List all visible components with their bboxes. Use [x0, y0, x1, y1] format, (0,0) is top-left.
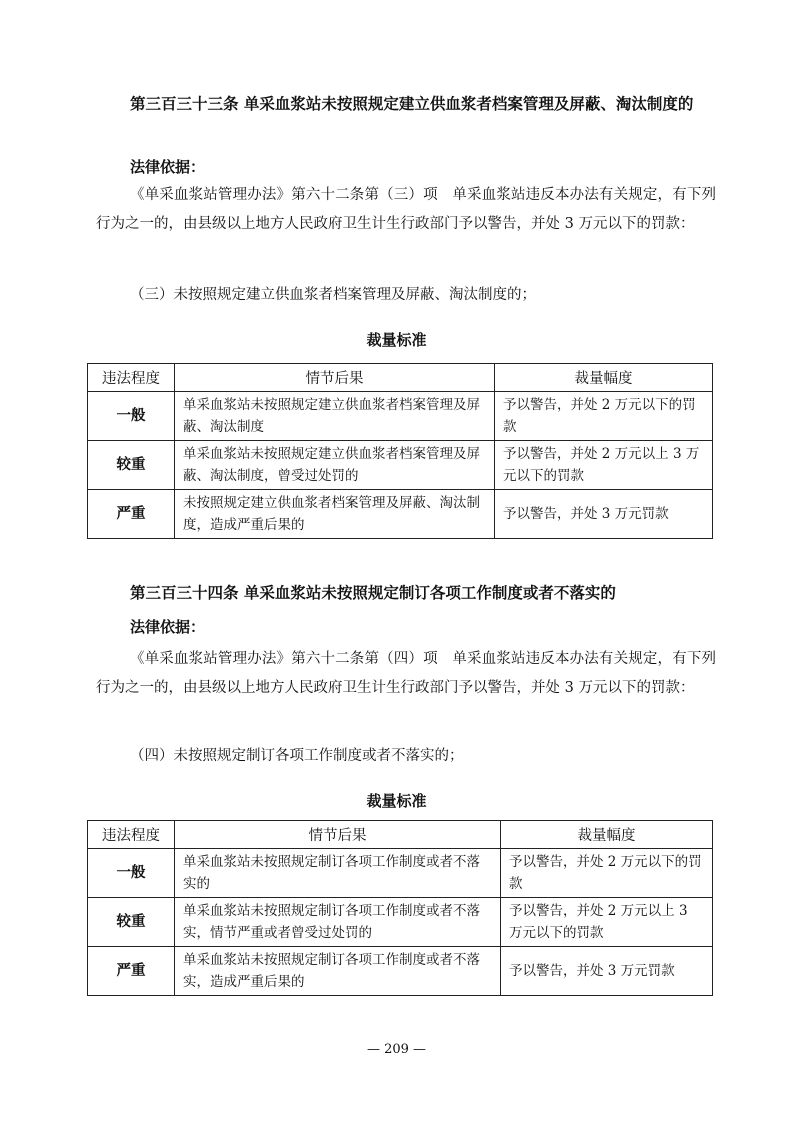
article-333-table-title: 裁量标准	[366, 331, 427, 349]
circumstance-cell: 单采血浆站未按照规定建立供血浆者档案管理及屏蔽、淘汰制度	[175, 392, 495, 441]
page-number: — 209 —	[366, 1042, 427, 1057]
table-header-row	[88, 821, 713, 849]
table-row	[88, 441, 713, 490]
article-334-table-title: 裁量标准	[366, 792, 427, 810]
penalty-cell: 予以警告，并处 2 万元以上 3 万元以下的罚款	[495, 441, 713, 490]
header-circumstance: 情节后果	[175, 364, 495, 392]
table-row	[88, 849, 713, 898]
circumstance-cell: 单采血浆站未按照规定建立供血浆者档案管理及屏蔽、淘汰制度，曾受过处罚的	[175, 441, 495, 490]
header-penalty: 裁量幅度	[495, 364, 713, 392]
table-row	[88, 490, 713, 539]
header-level: 违法程度	[88, 821, 175, 849]
header-level: 违法程度	[88, 364, 175, 392]
level-cell: 一般	[88, 392, 175, 441]
article-333-basis-label: 法律依据：	[130, 158, 206, 176]
penalty-cell: 予以警告，并处 2 万元以下的罚款	[495, 392, 713, 441]
penalty-cell: 予以警告，并处 2 万元以下的罚款	[501, 849, 713, 898]
table-row	[88, 947, 713, 996]
circumstance-cell: 单采血浆站未按照规定制订各项工作制度或者不落实，情节严重或者曾受过处罚的	[175, 898, 501, 947]
header-circumstance: 情节后果	[175, 821, 501, 849]
penalty-cell: 予以警告，并处 2 万元以上 3 万元以下的罚款	[501, 898, 713, 947]
circumstance-cell: 单采血浆站未按照规定制订各项工作制度或者不落实的	[175, 849, 501, 898]
circumstance-cell: 单采血浆站未按照规定制订各项工作制度或者不落实，造成严重后果的	[175, 947, 501, 996]
article-334-title: 第三百三十四条 单采血浆站未按照规定制订各项工作制度或者不落实的	[130, 584, 616, 602]
level-cell: 严重	[88, 947, 175, 996]
article-334-standard-table	[87, 820, 713, 996]
article-333-standard-table	[87, 363, 713, 539]
level-cell: 较重	[88, 898, 175, 947]
level-cell: 严重	[88, 490, 175, 539]
article-333-title: 第三百三十三条 单采血浆站未按照规定建立供血浆者档案管理及屏蔽、淘汰制度的	[130, 95, 694, 113]
table-row	[88, 392, 713, 441]
article-333-basis-text: 《单采血浆站管理办法》第六十二条第（三）项 单采血浆站违反本办法有关规定，有下列行为之一的，由县级以上地方人民政府卫生计生行政部门予以警告，并处 3 万元以下的罚款：	[96, 187, 716, 232]
article-334-basis-text: 《单采血浆站管理办法》第六十二条第（四）项 单采血浆站违反本办法有关规定，有下列行为之一的，由县级以上地方人民政府卫生计生行政部门予以警告，并处 3 万元以下的罚款：	[96, 651, 716, 696]
article-334-basis-label: 法律依据：	[130, 618, 206, 636]
header-penalty: 裁量幅度	[501, 821, 713, 849]
level-cell: 较重	[88, 441, 175, 490]
penalty-cell: 予以警告，并处 3 万元罚款	[495, 490, 713, 539]
article-333-item: （三）未按照规定建立供血浆者档案管理及屏蔽、淘汰制度的；	[130, 287, 536, 303]
circumstance-cell: 未按照规定建立供血浆者档案管理及屏蔽、淘汰制度，造成严重后果的	[175, 490, 495, 539]
penalty-cell: 予以警告，并处 3 万元罚款	[501, 947, 713, 996]
table-row	[88, 898, 713, 947]
article-334-item: （四）未按照规定制订各项工作制度或者不落实的；	[130, 748, 464, 764]
level-cell: 一般	[88, 849, 175, 898]
table-header-row	[88, 364, 713, 392]
